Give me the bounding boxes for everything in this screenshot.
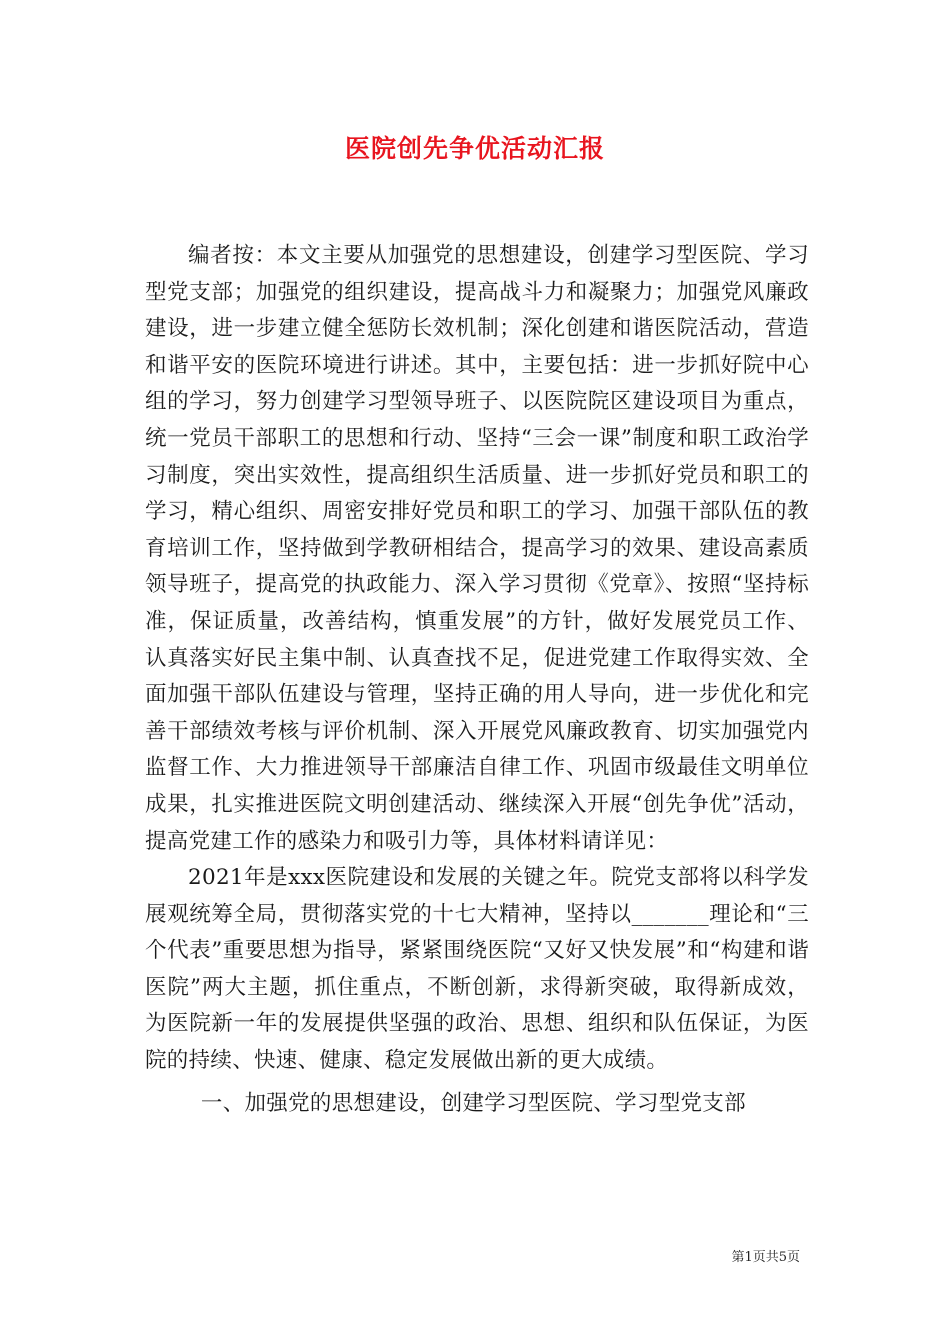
page-number: 第1页共5页 xyxy=(731,1250,800,1265)
document-title: 医院创先争优活动汇报 xyxy=(344,134,605,163)
body-paragraph: 2021年是xxx医院建设和发展的关键之年。院党支部将以科学发展观统筹全局，贯彻落实党的十七大精神，坚持以_______理论和“三个代表”重要思想为指导，紧紧围绕医院“又好又快发展”和“构建和谐医院”两大主题，抓住重点，不断创新，求得新突破，取得新成效，为医院新一年的发展提供坚强的政治、思想、组织和队伍保证，为医院的持续、快速、健康、稳定发展做出新的更大成绩。 xyxy=(145,865,809,1074)
section-heading: 一、加强党的思想建设，创建学习型医院、学习型党支部 xyxy=(200,1090,746,1116)
editor-note-paragraph: 编者按：本文主要从加强党的思想建设，创建学习型医院、学习型党支部；加强党的组织建设，提高战斗力和凝聚力；加强党风廉政建设，进一步建立健全惩防长效机制；深化创建和谐医院活动，营造和谐平安的医院环境进行讲述。其中，主要包括：进一步抓好院中心组的学习，努力创建学习型领导班子、以医院院区建设项目为重点，统一党员干部职工的思想和行动、坚持“三会一课”制度和职工政治学习制度，突出实效性，提高组织生活质量、进一步抓好党员和职工的学习，精心组织、周密安排好党员和职工的学习、加强干部队伍的教育培训工作，坚持做到学教研相结合，提高学习的效果、建设高素质领导班子，提高党的执政能力、深入学习贯彻《党章》、按照“坚持标准，保证质量，改善结构，慎重发展”的方针，做好发展党员工作、认真落实好民主集中制、认真查找不足，促进党建工作取得实效、全面加强干部队伍建设与管理，坚持正确的用人导向，进一步优化和完善干部绩效考核与评价机制、深入开展党风廉政教育、切实加强党内监督工作、大力推进领导干部廉洁自律工作、巩固市级最佳文明单位成果，扎实推进医院文明创建活动、继续深入开展“创先争优”活动，提高党建工作的感染力和吸引力等，具体材料请详见： xyxy=(145,243,809,854)
document-body xyxy=(145,238,809,1122)
